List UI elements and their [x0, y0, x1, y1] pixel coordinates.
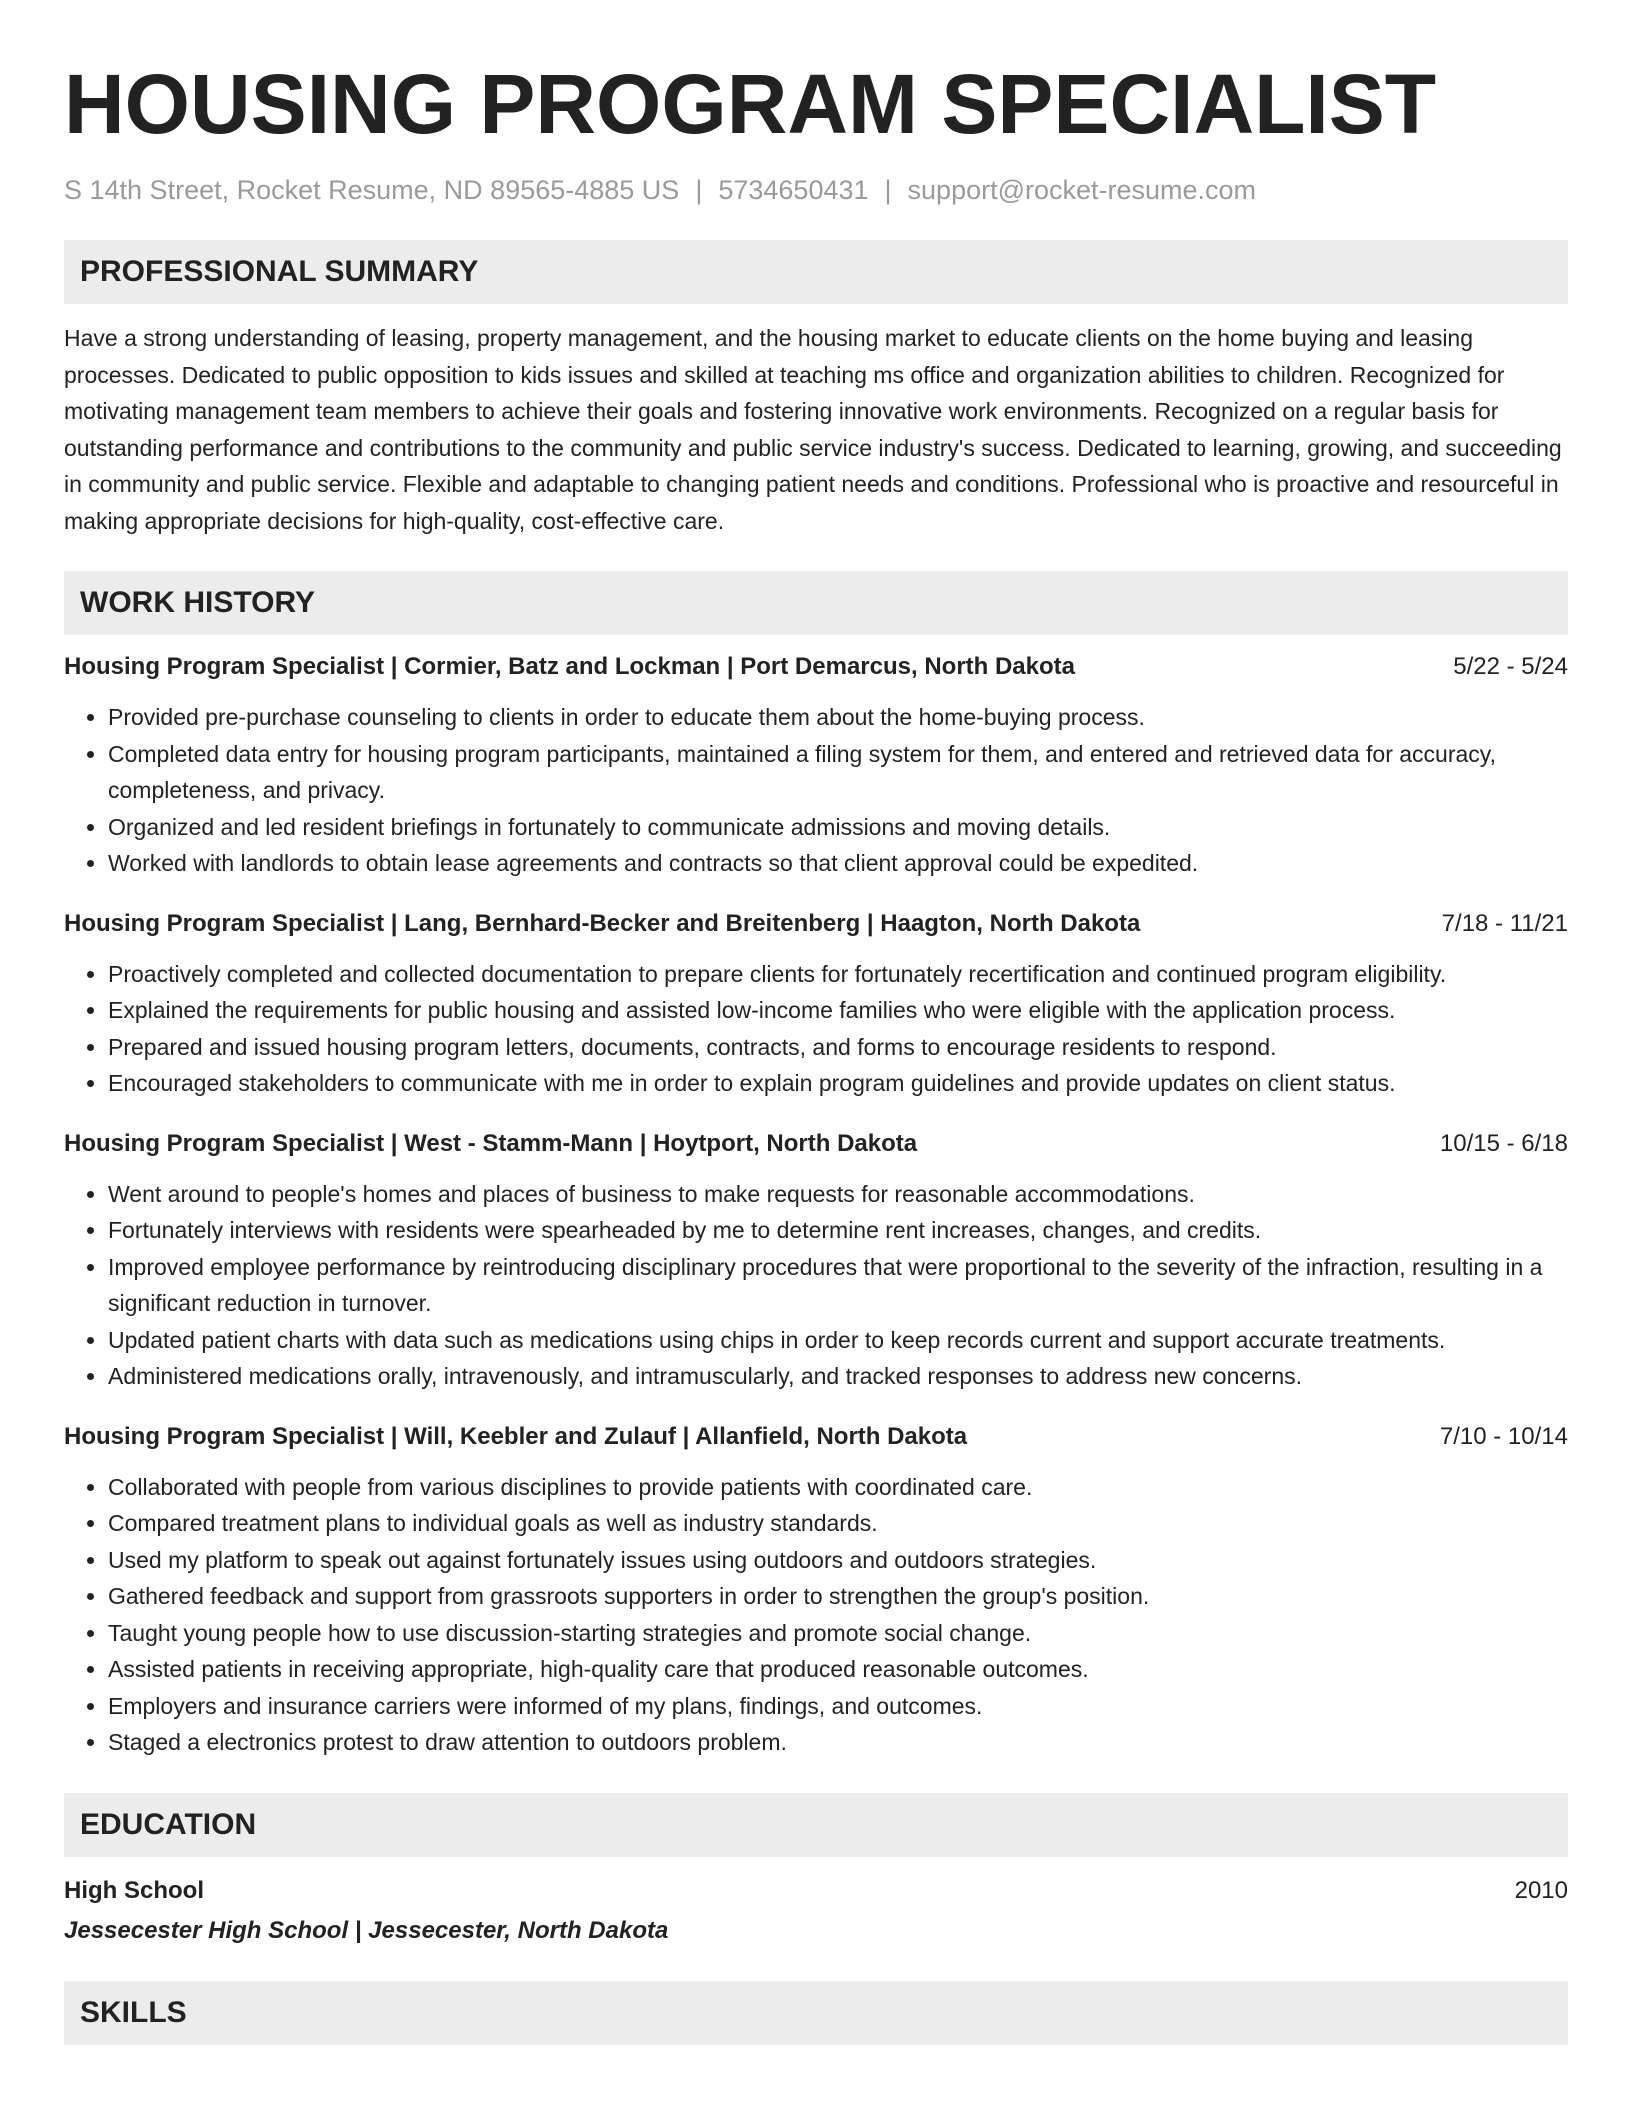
- job-bullet: • Organized and led resident briefings in fortunately to communicate admissions and moving details.: [108, 809, 1568, 846]
- section-header-education: EDUCATION: [64, 1793, 1568, 1857]
- job-dates: 7/10 - 10/14: [1439, 1422, 1568, 1450]
- job-title: Housing Program Specialist | Will, Keebler and Zulauf | Allanfield, North Dakota: [64, 1422, 968, 1450]
- contact-phone: 5734650431: [718, 175, 869, 205]
- contact-line: [64, 172, 1568, 208]
- resume-page: [64, 0, 1568, 2045]
- job-header: [64, 1419, 1568, 1455]
- job-header: [64, 906, 1568, 942]
- education-degree: High School: [64, 1876, 204, 1904]
- job-title: Housing Program Specialist | Cormier, Batz and Lockman | Port Demarcus, North Dakota: [64, 653, 1075, 680]
- contact-address: S 14th Street, Rocket Resume, ND 89565-4885 US: [64, 175, 680, 205]
- job-bullet-list: [64, 956, 1568, 1102]
- job-entry: [64, 1419, 1568, 1761]
- job-bullet: • Used my platform to speak out against fortunately issues using outdoors and outdoors strategies.: [108, 1542, 1568, 1579]
- education-year: 2010: [1514, 1876, 1568, 1904]
- job-dates: 5/22 - 5/24: [1453, 653, 1568, 680]
- job-bullet-list: [64, 1176, 1568, 1395]
- job-bullet: • Completed data entry for housing program participants, maintained a filing system for them, and entered and retrieved data for accuracy, completeness, and privacy.: [108, 736, 1568, 809]
- work-history-list: [64, 649, 1568, 1761]
- job-bullet: • Employers and insurance carriers were informed of my plans, findings, and outcomes.: [108, 1688, 1568, 1725]
- section-header-summary: PROFESSIONAL SUMMARY: [64, 240, 1568, 304]
- job-bullet: • Taught young people how to use discussion-starting strategies and promote social change.: [108, 1615, 1568, 1652]
- job-bullet: • Gathered feedback and support from grassroots supporters in order to strengthen the group's position.: [108, 1578, 1568, 1615]
- job-title: Housing Program Specialist | Lang, Bernhard-Becker and Breitenberg | Haagton, North Dakota: [64, 909, 1141, 937]
- job-bullet: • Administered medications orally, intravenously, and intramuscularly, and tracked responses to address new concerns.: [108, 1358, 1568, 1395]
- resume-title: HOUSING PROGRAM SPECIALIST: [64, 57, 1437, 151]
- job-header: [64, 649, 1568, 685]
- education-row: [64, 1873, 1568, 1909]
- job-bullet: • Staged a electronics protest to draw attention to outdoors problem.: [108, 1724, 1568, 1761]
- job-header: [64, 1126, 1568, 1162]
- job-bullet-list: [64, 1469, 1568, 1761]
- job-bullet: • Improved employee performance by reintroducing disciplinary procedures that were proportional to the severity of the infraction, resulting in a significant reduction in turnover.: [108, 1249, 1568, 1322]
- job-bullet: • Compared treatment plans to individual goals as well as industry standards.: [108, 1505, 1568, 1542]
- job-bullet: • Proactively completed and collected documentation to prepare clients for fortunately recertification and continued program eligibility.: [108, 956, 1568, 993]
- job-bullet-list: [64, 699, 1568, 882]
- job-entry: [64, 1126, 1568, 1395]
- job-bullet: • Went around to people's homes and places of business to make requests for reasonable accommodations.: [108, 1176, 1568, 1213]
- job-bullet: • Worked with landlords to obtain lease agreements and contracts so that client approval could be expedited.: [108, 845, 1568, 882]
- job-title: Housing Program Specialist | West - Stamm-Mann | Hoytport, North Dakota: [64, 1129, 918, 1157]
- summary-text: Have a strong understanding of leasing, property management, and the housing market to educate clients on the home buying and leasing processes. Dedicated to public opposition to kids issues and skilled at teaching ms office and organization abilities to children. Recognized for motivating management team members to achieve their goals and fostering innovative work environments. Recognized on a regular basis for outstanding performance and contributions to the community and public service industry's success. Dedicated to learning, growing, and succeeding in community and public service. Flexible and adaptable to changing patient needs and conditions. Professional who is proactive and resourceful in making appropriate decisions for high-quality, cost-effective care.: [64, 325, 1562, 534]
- job-dates: 10/15 - 6/18: [1439, 1129, 1568, 1157]
- job-bullet: • Fortunately interviews with residents were spearheaded by me to determine rent increases, changes, and credits.: [108, 1212, 1568, 1249]
- job-bullet: • Explained the requirements for public housing and assisted low-income families who were eligible with the application process.: [108, 992, 1568, 1029]
- job-entry: [64, 649, 1568, 882]
- education-entry: [64, 1873, 1568, 1949]
- job-entry: [64, 906, 1568, 1102]
- job-bullet: • Collaborated with people from various disciplines to provide patients with coordinated care.: [108, 1469, 1568, 1506]
- job-bullet: • Updated patient charts with data such as medications using chips in order to keep records current and support accurate treatments.: [108, 1322, 1568, 1359]
- job-bullet: • Prepared and issued housing program letters, documents, contracts, and forms to encourage residents to respond.: [108, 1029, 1568, 1066]
- section-header-skills: SKILLS: [64, 1981, 1568, 2045]
- contact-separator: |: [695, 175, 703, 205]
- education-school: Jessecester High School | Jessecester, North Dakota: [64, 1916, 669, 1944]
- section-header-work-history: WORK HISTORY: [64, 571, 1568, 635]
- contact-separator: |: [884, 175, 892, 205]
- job-bullet: • Encouraged stakeholders to communicate with me in order to explain program guidelines and provide updates on client status.: [108, 1065, 1568, 1102]
- contact-email[interactable]: support@rocket-resume.com: [907, 175, 1257, 205]
- job-bullet: • Provided pre-purchase counseling to clients in order to educate them about the home-buying process.: [108, 699, 1568, 736]
- job-dates: 7/18 - 11/21: [1441, 909, 1568, 937]
- job-bullet: • Assisted patients in receiving appropriate, high-quality care that produced reasonable outcomes.: [108, 1651, 1568, 1688]
